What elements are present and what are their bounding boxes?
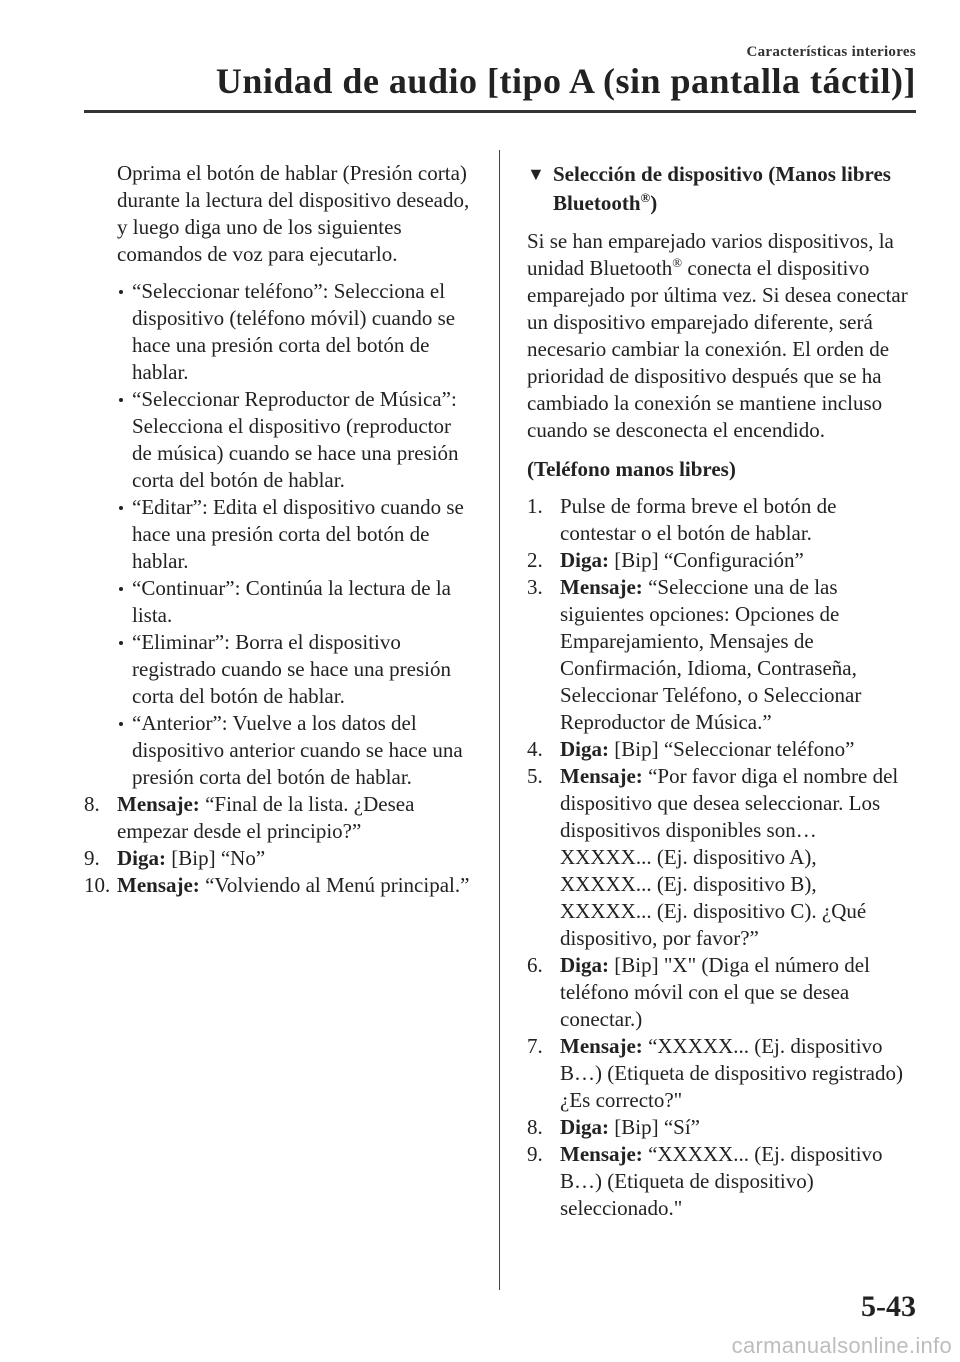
step-item: 6. Diga: [Bip] "X" (Diga el número del teléfono móvil con el que se desea conectar.) — [527, 953, 870, 1031]
page-number: 5-43 — [861, 1290, 916, 1323]
step-item: 9. Mensaje: “XXXXX... (Ej. dispositivo B…) (Etiqueta de dispositivo) seleccionado." — [527, 1142, 883, 1220]
watermark: carmanualsonline.info — [731, 1333, 952, 1358]
column-divider — [499, 150, 500, 1290]
section-label: Características interiores — [746, 44, 916, 60]
bullet-dot-icon — [119, 290, 123, 294]
step-item: 1. Pulse de forma breve el botón de contestar o el botón de hablar. — [527, 494, 837, 545]
step-item: 4. Diga: [Bip] “Seleccionar teléfono” — [527, 737, 855, 761]
intro-paragraph: Oprima el botón de hablar (Presión corta) durante la lectura del dispositivo deseado, y luego diga uno de los siguientes comandos de voz para ejecutarlo. — [117, 161, 470, 266]
voice-command-list — [84, 278, 472, 791]
step-item: 2. Diga: [Bip] “Configuración” — [527, 548, 804, 572]
list-item: “Continuar”: Continúa la lectura de la lista. — [117, 575, 472, 629]
header-rule — [84, 110, 916, 113]
bullet-dot-icon — [119, 722, 123, 726]
bullet-dot-icon — [119, 398, 123, 402]
registered-mark: ® — [640, 190, 651, 205]
subheading: (Teléfono manos libres) — [527, 457, 736, 481]
right-column — [527, 160, 913, 1222]
list-item: “Seleccionar Reproductor de Música”: Selecciona el dispositivo (reproductor de música) cuando se hace una presión corta del botón de hablar. — [117, 386, 472, 494]
description-paragraph: Si se han emparejado varios dispositivos, la unidad Bluetooth® conecta el dispositivo emparejado por última vez. Si desea conectar un dispositivo emparejado diferente, será necesario cambiar la conexión. El orden de prioridad de dispositivo después que se ha cambiado la conexión se mantiene incluso cuando se desconecta el encendido. — [527, 229, 908, 442]
list-item: “Anterior”: Vuelve a los datos del dispositivo anterior cuando se hace una presión corta del botón de hablar. — [117, 710, 472, 791]
registered-mark: ® — [672, 255, 683, 270]
left-column — [84, 160, 472, 899]
page-title: Unidad de audio [tipo A (sin pantalla táctil)] — [215, 61, 916, 101]
list-item: “Eliminar”: Borra el dispositivo registrado cuando se hace una presión corta del botón de hablar. — [117, 629, 472, 710]
left-step-list — [84, 791, 472, 899]
step-item: 5. Mensaje: “Por favor diga el nombre del dispositivo que desea seleccionar. Los dispositivos disponibles son… XXXXX... (Ej. dispositivo A), XXXXX... (Ej. dispositivo B), XXXXX... (Ej. dispositivo C). ¿Qué dispositivo, por favor?” — [527, 764, 899, 950]
triangle-down-icon: ▼ — [527, 164, 545, 184]
step-item: 7. Mensaje: “XXXXX... (Ej. dispositivo B…) (Etiqueta de dispositivo registrado) ¿Es correcto?" — [527, 1034, 903, 1112]
bullet-dot-icon — [119, 506, 123, 510]
step-item: 10. Mensaje: “Volviendo al Menú principal.” — [84, 873, 470, 897]
step-item: 8. Diga: [Bip] “Sí” — [527, 1115, 700, 1139]
section-heading: ▼ Selección de dispositivo (Manos libres Bluetooth®) — [527, 160, 913, 218]
list-item: “Seleccionar teléfono”: Selecciona el dispositivo (teléfono móvil) cuando se hace una presión corta del botón de hablar. — [117, 278, 472, 386]
step-item: 3. Mensaje: “Seleccione una de las siguientes opciones: Opciones de Emparejamiento, Mensajes de Confirmación, Idioma, Contraseña, Seleccionar Teléfono, o Seleccionar Reproductor de Música.” — [527, 575, 862, 734]
bullet-dot-icon — [119, 587, 123, 591]
bullet-dot-icon — [119, 641, 123, 645]
right-step-list — [527, 493, 913, 1222]
step-item: 9. Diga: [Bip] “No” — [84, 846, 266, 870]
list-item: “Editar”: Edita el dispositivo cuando se hace una presión corta del botón de hablar. — [117, 494, 472, 575]
step-item: 8. Mensaje: “Final de la lista. ¿Desea empezar desde el principio?” — [84, 792, 415, 843]
